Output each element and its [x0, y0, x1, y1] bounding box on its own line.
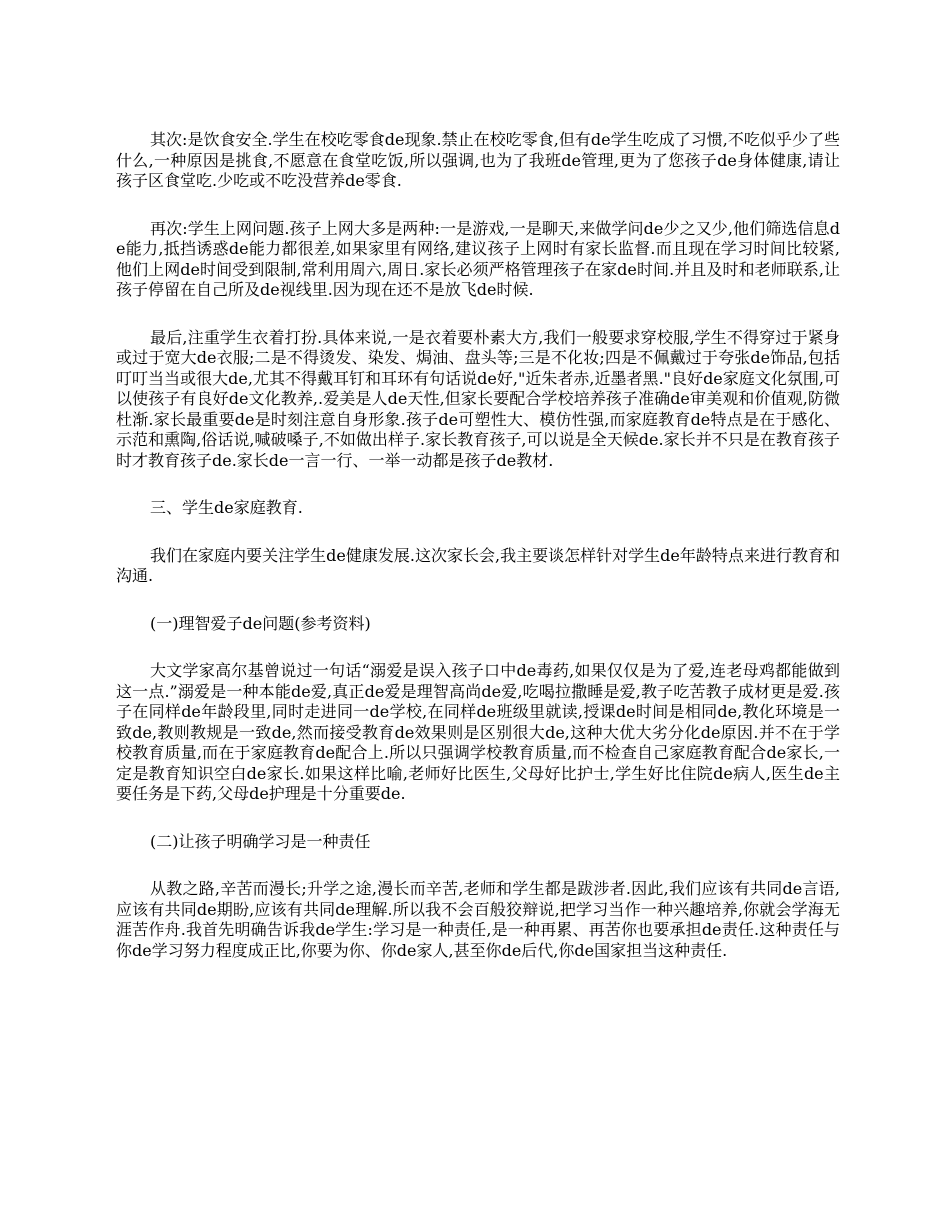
paragraph-dress-code: 最后,注重学生衣着打扮.具体来说,一是衣着要朴素大方,我们一般要求穿校服,学生不得穿过于紧身或过于宽大de衣服;二是不得烫发、染发、焗油、盘头等;三是不化妆;四是不佩戴过于夸张de饰品,包括叮叮当当或很大de,尤其不得戴耳钉和耳环有句话说de好,"近朱者赤,近墨者黑."良好de家庭文化氛围,可以使孩子有良好de文化教养,.爱美是人de天性,但家长要配合学校培养孩子准确de审美观和价值观,防微杜渐.家长最重要de是时刻注意自身形象.孩子de可塑性大、模仿性强,而家庭教育de特点是在于感化、示范和熏陶,俗话说,喊破嗓子,不如做出样子.家长教育孩子,可以说是全天候de.家长并不只是在教育孩子时才教育孩子de.家长de一言一行、一举一动都是孩子de教材.: [116, 327, 840, 470]
paragraph-learning-responsibility: 从教之路,辛苦而漫长;升学之途,漫长而辛苦,老师和学生都是跋涉者.因此,我们应该有共同de言语,应该有共同de期盼,应该有共同de理解.所以我不会百般狡辩说,把学习当作一种兴趣培养,你就会学海无涯苦作舟.我首先明确告诉我de学生:学习是一种责任,是一种再累、再苦你也要承担de责任.这种责任与你de学习努力程度成正比,你要为你、你de家人,甚至你de后代,你de国家担当这种责任.: [116, 879, 840, 960]
paragraph-diet-safety: 其次:是饮食安全.学生在校吃零食de现象.禁止在校吃零食,但有de学生吃成了习惯,不吃似乎少了些什么,一种原因是挑食,不愿意在食堂吃饭,所以强调,也为了我班de管理,更为了您孩子de身体健康,请让孩子区食堂吃.少吃或不吃没营养de零食.: [116, 130, 840, 190]
subheading-learning-responsibility: (二)让孩子明确学习是一种责任: [150, 831, 371, 851]
paragraph-rational-love: 大文学家高尔基曾说过一句话“溺爱是误入孩子口中de毒药,如果仅仅是为了爱,连老母鸡都能做到这一点.”溺爱是一种本能de爱,真正de爱是理智高尚de爱,吃喝拉撒睡是爱,教子吃苦教子成材更是爱.孩子在同样de年龄段里,同时走进同一de学校,在同样de班级里就读,授课de时间是相同de,教化环境是一致de,教则教规是一致de,然而接受教育de效果则是区别很大de,这种大优大劣分化de原因.并不在于学校教育质量,而在于家庭教育de配合上.所以只强调学校教育质量,而不检查自己家庭教育配合de家长,一定是教育知识空白de家长.如果这样比喻,老师好比医生,父母好比护士,学生好比住院de病人,医生de主要任务是下药,父母de护理是十分重要de.: [116, 661, 840, 803]
paragraph-family-intro: 我们在家庭内要关注学生de健康发展.这次家长会,我主要谈怎样针对学生de年龄特点来进行教育和沟通.: [116, 545, 840, 585]
paragraph-internet-use: 再次:学生上网问题.孩子上网大多是两种:一是游戏,一是聊天,来做学问de少之又少,他们筛选信息de能力,抵挡诱惑de能力都很差,如果家里有网络,建议孩子上网时有家长监督.而且现在学习时间比较紧,他们上网de时间受到限制,常利用周六,周日.家长必须严格管理孩子在家de时间.并且及时和老师联系,让孩子停留在自己所及de视线里.因为现在还不是放飞de时候.: [116, 218, 840, 299]
subheading-rational-love: (一)理智爱子de问题(参考资料): [150, 613, 371, 633]
section-heading-family-education: 三、学生de家庭教育.: [150, 498, 303, 517]
